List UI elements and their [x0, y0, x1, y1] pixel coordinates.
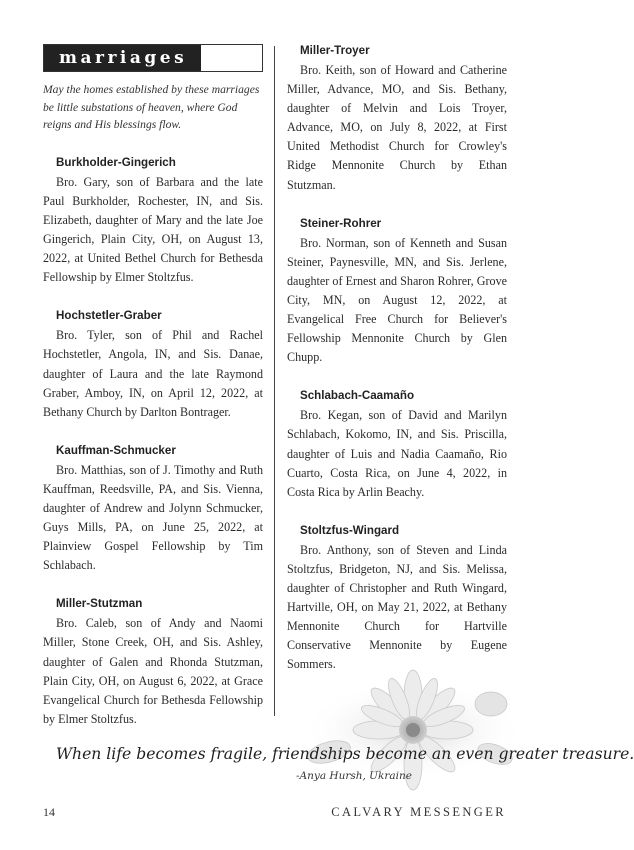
quote-text: When life becomes fragile, friendships become an even greater treasure.: [56, 745, 634, 763]
entry-body: Bro. Caleb, son of Andy and Naomi Miller, Stone Creek, OH, and Sis. Ashley, daughter of Galen and Rhonda Stutzman, Plain City, OH, on August 6, 2022, at Grace Evangelical Church for Bethesda Fellowship by Elmer Stoltzfus.: [43, 616, 263, 726]
entry-title: Schlabach-Caamaño: [300, 389, 415, 403]
entry-body: Bro. Norman, son of Kenneth and Susan Steiner, Paynesville, MN, and Sis. Jerlene, daughter of Ernest and Sharon Rohrer, Grove City, MN, on August 12, 2022, at Evangelical Free Church for Believer's Fellowship Mennonite Church by Glen Chupp.: [287, 235, 507, 365]
entry-title: Steiner-Rohrer: [300, 216, 382, 230]
entry-title: Miller-Troyer: [300, 44, 370, 57]
entry-body: Bro. Kegan, son of David and Marilyn Schlabach, Kokomo, IN, and Sis. Priscilla, daughter of Luis and Nadia Caamaño, Rio Cuarto, Costa Rica, on June 4, 2022, in Costa Rica by Arlin Beachy.: [287, 408, 507, 499]
entry-body: Bro. Anthony, son of Steven and Linda Stoltzfus, Bridgeton, NJ, and Sis. Melissa, daughter of Christopher and Ruth Wingard, Hartville, OH, on May 21, 2022, at Bethany Mennonite Church for Hartville Conservative Mennonite by Eugene Sommers.: [287, 542, 507, 672]
marriage-entry: [287, 524, 507, 675]
entry-body: Bro. Matthias, son of J. Timothy and Ruth Kauffman, Reedsville, PA, and Sis. Vienna, daughter of Andrew and Jolynn Schmucker, Guys Mills, PA, on June 25, 2022, at Plainview Gospel Fellowship by Tim Schlabach.: [43, 462, 263, 573]
section-banner: [43, 44, 263, 72]
entry-title: Stoltzfus-Wingard: [300, 523, 400, 537]
entry-body: Bro. Keith, son of Howard and Catherine Miller, Advance, MO, and Sis. Bethany, daughter of Melvin and Lois Troyer, Advance, MO, on July 8, 2022, at First United Methodist Church for Crowley's Ridge Mennonite Church by Ethan Stutzman.: [287, 63, 507, 192]
marriage-entry: [287, 389, 507, 501]
entry-title: Burkholder-Gingerich: [56, 155, 176, 169]
quote-attribution: -Anya Hursh, Ukraine: [296, 770, 413, 782]
marriage-entry: [43, 444, 263, 576]
entry-body: Bro. Gary, son of Barbara and the late Paul Burkholder, Rochester, IN, and Sis. Elizabeth, daughter of Mary and the late Joe Gingerich, Plain City, OH, on August 13, 2022, at United Bethel Church for Bethesda Fellowship by Elmer Stoltzfus.: [43, 174, 263, 285]
section-intro: May the homes established by these marriages be little substations of heaven, where God reigns and His blessings flow.: [43, 83, 260, 132]
marriage-entry: [287, 217, 507, 368]
section-title: marriages: [44, 45, 201, 71]
marriage-entry: [43, 597, 263, 729]
entry-title: Miller-Stutzman: [56, 597, 143, 611]
publication-name: CALVARY MESSENGER: [331, 805, 506, 819]
marriage-entry: [43, 309, 263, 421]
left-entries: [43, 156, 263, 729]
page-number: 14: [43, 805, 55, 819]
right-column: [287, 44, 507, 674]
entry-body: Bro. Tyler, son of Phil and Rachel Hochstetler, Angola, IN, and Sis. Danae, daughter of Laura and the late Raymond Graber, Amboy, IN, on April 12, 2022, at Bethany Church by Darlton Bontrager.: [43, 328, 263, 419]
entry-title: Kauffman-Schmucker: [56, 443, 176, 457]
entry-title: Hochstetler-Graber: [56, 309, 162, 323]
marriage-entry: [43, 156, 263, 288]
marriage-entry: [287, 44, 507, 195]
column-divider: [274, 46, 275, 716]
left-column: [43, 44, 263, 729]
